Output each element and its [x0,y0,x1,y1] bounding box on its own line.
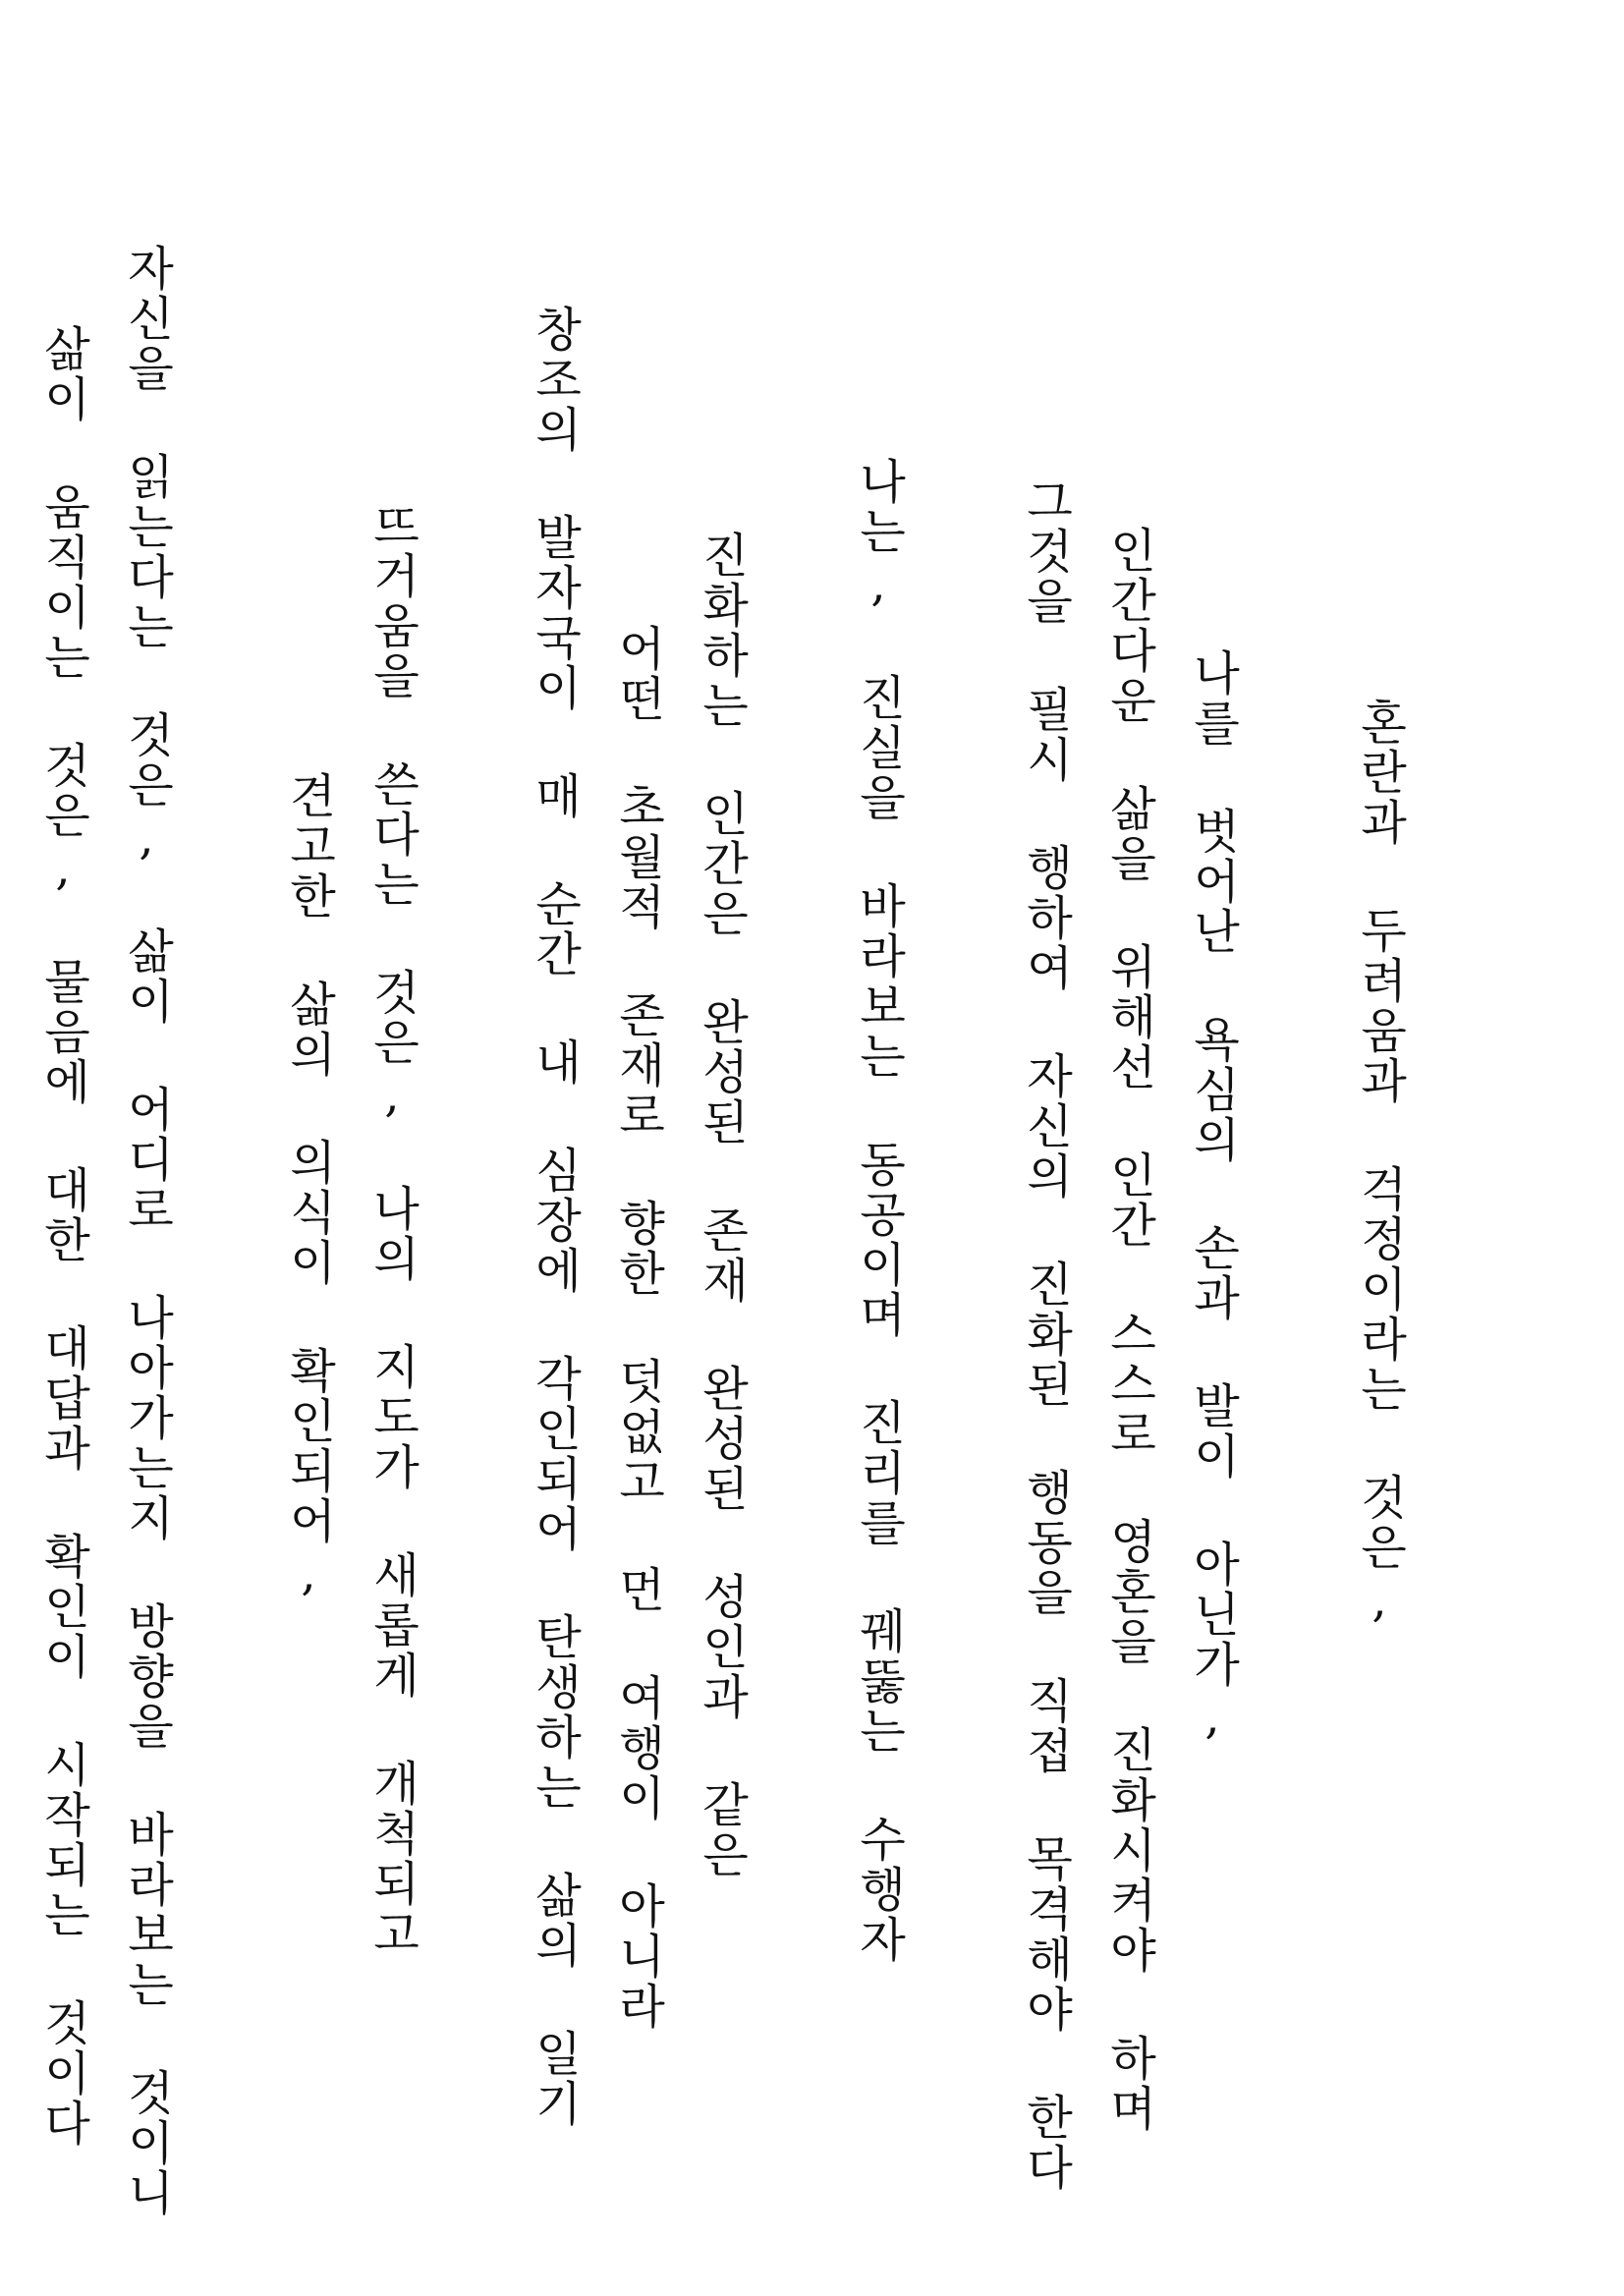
poem-line-2: 나를 벗어난 욕심의 손과 발이 아닌가, [1185,648,1240,1748]
poem-line-12: 삶이 움직이는 것은, 물음에 대한 대답과 확인이 시작되는 것이다 [35,324,90,2149]
poem-line-4: 그것을 필시 행하여 자신의 진화된 행동을 직접 목격해야 한다 [1018,476,1073,2193]
poem-line-8: 창조의 발자국이 매 순간 내 심장에 각인되어 탄생하는 삶의 일기 [527,305,582,2129]
poem-line-9: 뜨거움을 쓴다는 것은, 나의 지도가 새롭게 개척되고 [364,501,420,1959]
poem-line-3: 인간다운 삶을 위해선 인간 스스로 영혼을 진화시켜야 하며 [1101,526,1156,2134]
poem-line-1: 혼란과 두려움과 걱정이라는 것은, [1352,698,1407,1631]
poem-line-5: 나는, 진실을 바라보는 동공이며 진리를 꿰뚫는 수행자 [851,457,906,1965]
poem-line-6: 진화하는 인간은 완성된 존재 완성된 성인과 같은 [694,531,749,1880]
poem-line-10: 견고한 삶의 의식이 확인되어, [281,771,336,1604]
poem-line-11: 자신을 읽는다는 것은, 삶이 어디로 나아가는지 방향을 바라보는 것이니 [119,244,174,2218]
poem-line-7: 어떤 초월적 존재로 향한 덧없고 먼 여행이 아니라 [610,624,665,2032]
